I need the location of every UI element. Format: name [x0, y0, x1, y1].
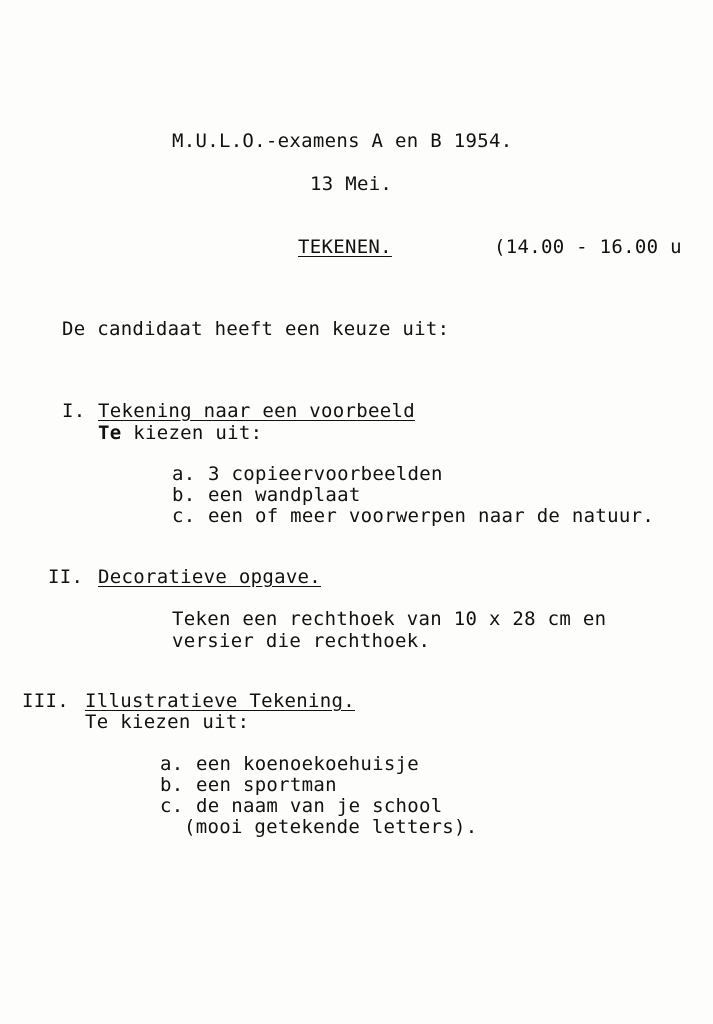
subtitle-prefix: Te: [98, 422, 122, 444]
subtitle-rest: kiezen uit:: [121, 422, 263, 444]
intro-text: De candidaat heeft een keuze uit:: [62, 318, 450, 340]
list-item-letter: a.: [172, 463, 196, 485]
list-item-text: de naam van je school: [196, 795, 443, 817]
section-body: versier die rechthoek.: [172, 630, 431, 652]
exam-date: 13 Mei.: [310, 173, 393, 195]
list-item-letter: b.: [172, 484, 196, 506]
section-body: Teken een rechthoek van 10 x 28 cm en: [172, 608, 607, 630]
subject-heading: TEKENEN.: [298, 236, 392, 258]
list-item-letter: c.: [172, 505, 196, 527]
section-title: Illustratieve Tekening.: [85, 690, 355, 712]
section-subtitle: [98, 422, 262, 444]
list-item-letter: b.: [160, 774, 184, 796]
section-title: Decoratieve opgave.: [98, 566, 322, 588]
list-item-continuation: (mooi getekende letters).: [184, 816, 478, 838]
exam-time: (14.00 - 16.00 u: [494, 236, 682, 258]
section-numeral: I.: [62, 400, 86, 422]
section-numeral: III.: [22, 690, 69, 712]
list-item-text: een wandplaat: [208, 484, 361, 506]
list-item-letter: c.: [160, 795, 184, 817]
section-subtitle: Te kiezen uit:: [85, 711, 250, 733]
list-item-text: een koenoekoehuisje: [196, 753, 420, 775]
list-item-text: 3 copieervoorbeelden: [208, 463, 443, 485]
list-item-text: een sportman: [196, 774, 337, 796]
section-title: Tekening naar een voorbeeld: [98, 400, 415, 422]
list-item-text: een of meer voorwerpen naar de natuur.: [208, 505, 655, 527]
list-item-letter: a.: [160, 753, 184, 775]
exam-title: M.U.L.O.-examens A en B 1954.: [172, 130, 513, 152]
section-numeral: II.: [48, 566, 84, 588]
